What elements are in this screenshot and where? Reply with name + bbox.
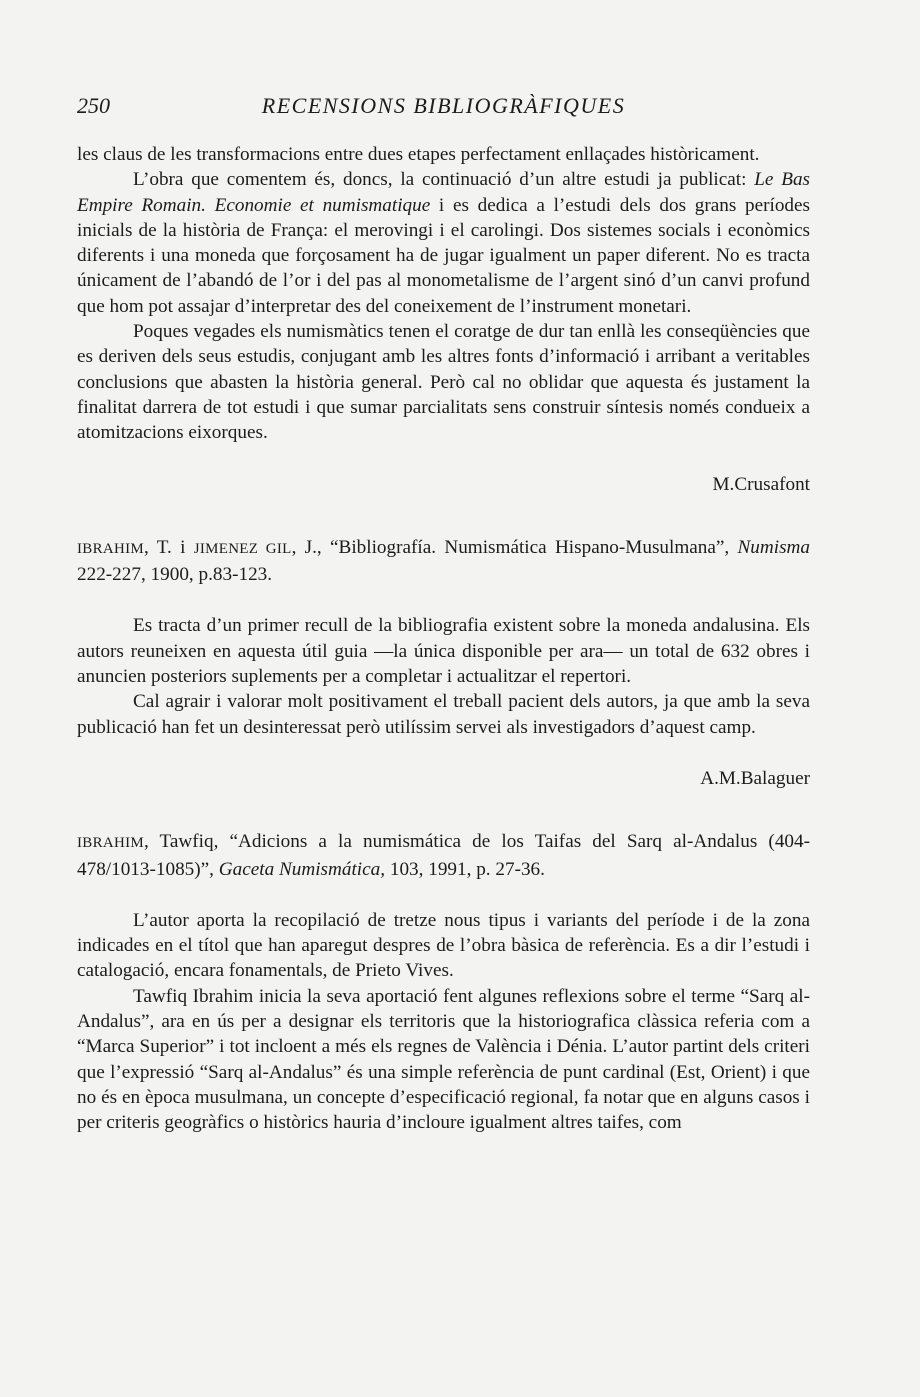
author-name: JIMENEZ GIL [193,540,292,557]
text-run: , T. i [143,536,194,558]
review-adicions [77,829,810,1135]
paragraph: Es tracta d’un primer recull de la bibliografia existent sobre la moneda andalusina. Els autors reuneixen en aquesta útil guia —la única disponible per ara— un total de 632 obres i anuncien posteriors suplements per a completar i actualitzar el repertori. [77,615,810,688]
text-run: L’obra que comentem és, doncs, la continuació d’un altre estudi ja publicat: [133,169,755,191]
reviewer-signature: M.Crusafont [712,473,810,495]
running-title: RECENSIONS BIBLIOGRÀFIQUES [261,93,626,118]
journal-title: Gaceta Numismática, [218,858,386,880]
text-run: , J., “Bibliografía. Numismática Hispano-Musulmana”, [291,536,738,558]
bibliographic-reference [77,829,810,882]
bibliographic-reference [77,535,810,588]
paragraph: Poques vegades els numismàtics tenen el coratge de dur tan enllà les conseqüències que es deriven dels seus estudis, conjugant amb les altres fonts d’informació i arribant a veritables conclusions que abasten la història general. Però cal no oblidar que aquesta és justament la finalitat darrera de tot estudi i que sumar parcialitats sens construir síntesis només condueix a atomitzacions eixorques. [77,321,810,444]
journal-title: Numisma [737,536,810,558]
running-header [77,93,810,123]
author-name: IBRAHIM [77,540,144,557]
book-title: Le Bas Empire Romain. Economie et numismatique [77,169,811,216]
page-body [77,142,810,1136]
review-bibliografia [77,535,810,791]
paragraph [77,167,810,319]
review-crusafont [77,142,810,497]
text-run: , Tawfiq, “Adicions a la numismática de los Taifas del Sarq al-Andalus (404-478/1013-1085)”, [77,831,810,880]
author-name: IBRAHIM [77,835,144,852]
paragraph: les claus de les transformacions entre dues etapes perfectament enllaçades històricament. [77,144,760,165]
text-run: 103, 1991, p. 27-36. [385,858,545,880]
paragraph: L’autor aporta la recopilació de tretze nous tipus i variants del període i de la zona indicades en el títol que han aparegut despres de l’obra bàsica de referència. Es a dir l’estudi i catalogació, encara fonamentals, de Prieto Vives. [77,909,810,982]
page-number: 250 [77,93,110,118]
paragraph: Cal agrair i valorar molt positivament el treball pacient dels autors, ja que amb la seva publicació han fet un desinteressat però utilíssim servei als investigadors d’aquest camp. [77,691,810,738]
paragraph: Tawfiq Ibrahim inicia la seva aportació fent algunes reflexions sobre el terme “Sarq al-Andalus”, ara en ús per a designar els territoris que la historiografica clàssica referia com a “Marca Superior” i tot incloent a més els regnes de València i Dénia. L’autor partint dels criteri que l’expressió “Sarq al-Andalus” és una simple referència de punt cardinal (Est, Orient) i que no és en època musulmana, un concepte d’especificació regional, fa notar que en alguns casos i per criteris geogràfics o històrics hauria d’incloure igualment altres taifes, com [77,985,810,1134]
text-run: i es dedica a l’estudi dels dos grans períodes inicials de la història de França: el merovingi i el carolingi. Dos sistemes socials i econòmics diferents i una moneda que forçosament ha de jugar igualment un paper diferent. No es tracta únicament de l’abandó de l’or i del pas al monometalisme de l’argent sinó d’un canvi profund que hom pot assajar d’interpretar des del coneixement de l’instrument monetari. [77,194,810,317]
text-run: 222-227, 1900, p.83-123. [77,564,273,586]
reviewer-signature: A.M.Balaguer [700,767,810,789]
